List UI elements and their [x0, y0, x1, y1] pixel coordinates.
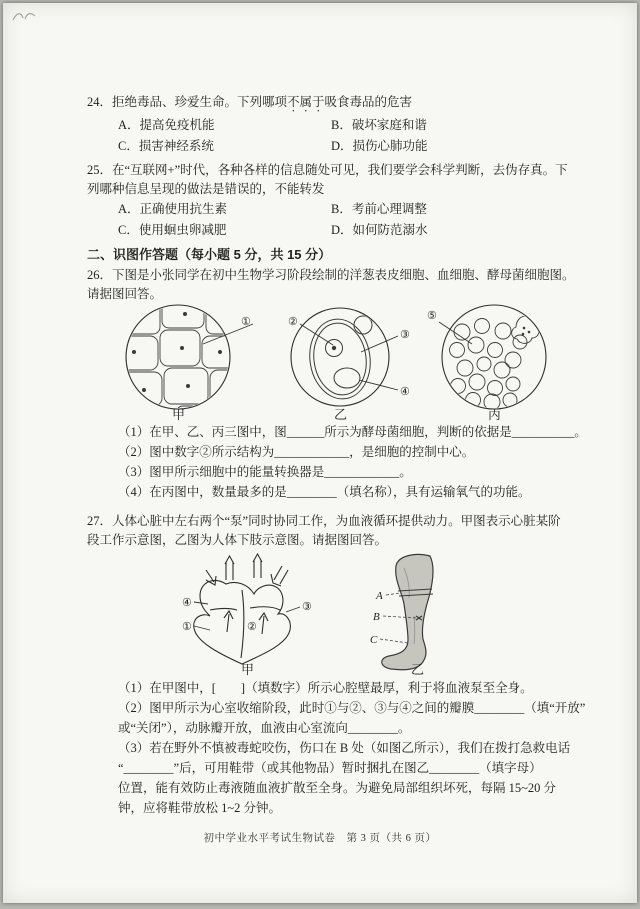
option-24-A: A．提高免疫机能 — [118, 118, 215, 132]
heart-label-3-icon: ③ — [302, 601, 312, 613]
question-27 — [87, 512, 592, 818]
caption-yi: 乙 — [334, 407, 348, 422]
option-25-D: D．如何防范溺水 — [331, 223, 428, 237]
page-footer: 初中学业水平考试生物试卷 第 3 页（共 6 页） — [203, 833, 437, 844]
onion-view-circle — [126, 305, 230, 409]
white-blood-cell-granules — [522, 327, 531, 336]
question-24 — [87, 93, 592, 157]
heart-label-1-icon: ① — [182, 621, 192, 633]
yeast-nucleolus — [332, 346, 336, 350]
q27-sub3-line3: 位置，能有效防止毒液随血液扩散至全身。为避免局部组织坏死，每隔 15~20 分 — [118, 781, 557, 795]
q26-subquestions — [118, 422, 592, 502]
yeast-bud — [354, 316, 372, 334]
q26-figure-wrap — [87, 304, 592, 422]
q26-sub3: （3）图甲所示细胞中的能量转换器是____________。 — [118, 465, 412, 479]
yeast-cell — [305, 315, 376, 403]
leg-label-C: C — [370, 634, 378, 646]
caption-bing: 丙 — [488, 407, 502, 422]
leg-letter-labels — [370, 590, 383, 646]
q25-options-row-1 — [118, 199, 592, 220]
option-24-B: B．破坏家庭和谐 — [331, 118, 427, 132]
scan-corner-mark — [11, 8, 37, 24]
q27-sub3-line1: （3）若在野外不慎被毒蛇咬伤，伤口在 B 处（如图乙所示），我们在拨打急救电话 — [118, 741, 571, 755]
yeast-view-circle — [291, 308, 389, 406]
leg-label-B: B — [373, 611, 380, 623]
q26-sub4: （4）在丙图中，数量最多的是________（填名称），具有运输氧气的功能。 — [118, 485, 531, 499]
q27-sub2-line2: 或“关闭”），动脉瓣开放，血液由心室流向________。 — [118, 721, 411, 735]
q24-stem-pre: 24．拒绝毒品、珍爱生命。下列哪项 — [87, 95, 288, 109]
caption-heart-jia: 甲 — [241, 662, 255, 677]
onion-epidermis-cells — [114, 304, 242, 422]
exam-page — [3, 3, 637, 903]
label-3-icon: ③ — [400, 329, 410, 341]
q24-stem-post: 吸食毒品的危害 — [324, 95, 413, 109]
label-5-icon: ⑤ — [427, 310, 437, 322]
question-25 — [87, 161, 592, 241]
q27-heart-leg-figure — [130, 550, 560, 678]
heart-valve-right — [250, 607, 280, 610]
q26-sub1: （1）在甲、乙、丙三图中，图______所示为酵母菌细胞，判断的依据是__________。 — [118, 425, 587, 439]
q25-stem-line1: 25．在“互联网+”时代，各种各样的信息随处可见，我们要学会科学判断，去伪存真。下 — [87, 163, 568, 177]
q25-options — [87, 199, 592, 241]
q27-subquestions — [118, 678, 592, 818]
q26-stem-line2: 请据图回答。 — [87, 287, 163, 301]
q26-stem-line1: 26．下图是小张同学在初中生物学习阶段绘制的洋葱表皮细胞、血细胞、酵母菌细胞图。 — [87, 268, 575, 282]
white-blood-cell — [512, 316, 539, 343]
q24-options-row-1 — [118, 115, 592, 136]
heart-figure — [194, 554, 291, 664]
option-25-B: B．考前心理调整 — [331, 202, 427, 216]
q26-cell-figure — [100, 304, 570, 422]
q27-sub1: （1）在甲图中，[ ]（填数字）所示心腔壁最厚，利于将血液泵至全身。 — [118, 681, 533, 695]
q27-sub2-line1: （2）图甲所示为心室收缩阶段，此时①与②、③与④之间的瓣膜________（填“开放” — [118, 701, 586, 715]
label-2-icon: ② — [288, 316, 298, 328]
option-24-C: C．损害神经系统 — [118, 139, 214, 153]
label-1-icon: ① — [241, 316, 251, 328]
section-2-title: 二、识图作答题（每小题 5 分，共 15 分） — [87, 247, 332, 262]
option-25-A: A．正确使用抗生素 — [118, 202, 228, 216]
q24-stem-emphasis: 不属于 — [287, 95, 325, 109]
question-26 — [87, 266, 592, 502]
heart-label-2-icon: ② — [247, 621, 257, 633]
q26-figure-captions — [172, 407, 501, 422]
heart-valve-left — [210, 609, 237, 611]
leg-figure — [382, 554, 433, 669]
heart-septum — [241, 590, 244, 658]
q25-options-row-2 — [118, 220, 592, 241]
caption-leg-yi: 乙 — [411, 662, 425, 677]
heart-label-4-icon: ④ — [182, 597, 192, 609]
q25-stem-line2: 列哪种信息呈现的做法是错误的，不能转发 — [87, 182, 325, 196]
q27-sub3-line2: “________”后，可用鞋带（或其他物品）暂时捆扎在图乙________（填字母） — [118, 761, 542, 775]
q26-sub2: （2）图中数字②所示结构为____________，是细胞的控制中心。 — [118, 445, 475, 459]
q27-stem-line2: 段工作示意图，乙图为人体下肢示意图。请据图回答。 — [87, 533, 388, 547]
label-4-icon: ④ — [400, 386, 410, 398]
caption-jia: 甲 — [172, 407, 186, 422]
q24-stem — [87, 93, 592, 115]
red-blood-cells — [450, 316, 539, 410]
q27-figure-wrap — [87, 550, 592, 678]
page-content — [87, 93, 592, 822]
yeast-vacuole — [334, 368, 360, 388]
q24-options-row-2 — [118, 136, 592, 157]
q27-stem-line1: 27．人体心脏中左右两个“泵”同时协同工作，为血液循环提供动力。甲图表示心脏某阶 — [87, 514, 561, 528]
q24-options — [87, 115, 592, 157]
leg-label-A: A — [376, 590, 383, 602]
option-24-D: D．损伤心肺功能 — [331, 139, 428, 153]
q27-sub3-line4: 钟，应将鞋带放松 1~2 分钟。 — [118, 801, 282, 815]
leg-outline — [382, 554, 433, 669]
option-25-C: C．使用蛔虫卵减肥 — [118, 223, 227, 237]
